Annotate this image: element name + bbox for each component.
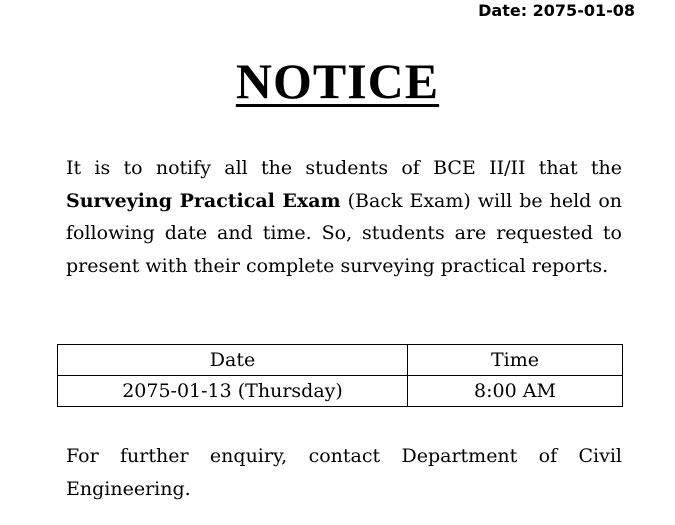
notice-date: Date: 2075-01-08 <box>478 1 635 20</box>
header-time: Time <box>408 345 623 376</box>
exam-time-cell: 8:00 AM <box>408 376 623 407</box>
header-date: Date <box>58 345 408 376</box>
exam-date-cell: 2075-01-13 (Thursday) <box>58 376 408 407</box>
notice-title <box>0 52 675 110</box>
exam-name: Surveying Practical Exam <box>66 189 341 212</box>
schedule-table <box>57 344 623 407</box>
notice-footer: For further enquiry, contact Department of Civil Engineering. <box>66 445 622 500</box>
notice-title-text: NOTICE <box>235 53 440 109</box>
schedule-header-row <box>58 345 623 376</box>
notice-body <box>66 152 622 282</box>
body-intro: It is to notify all the students of BCE II/II that the <box>66 157 622 179</box>
table-row <box>58 376 623 407</box>
body-rest: (Back Exam) will be held on following date and time. So, students are requested to present with their complete surveying practical reports. <box>66 189 622 277</box>
